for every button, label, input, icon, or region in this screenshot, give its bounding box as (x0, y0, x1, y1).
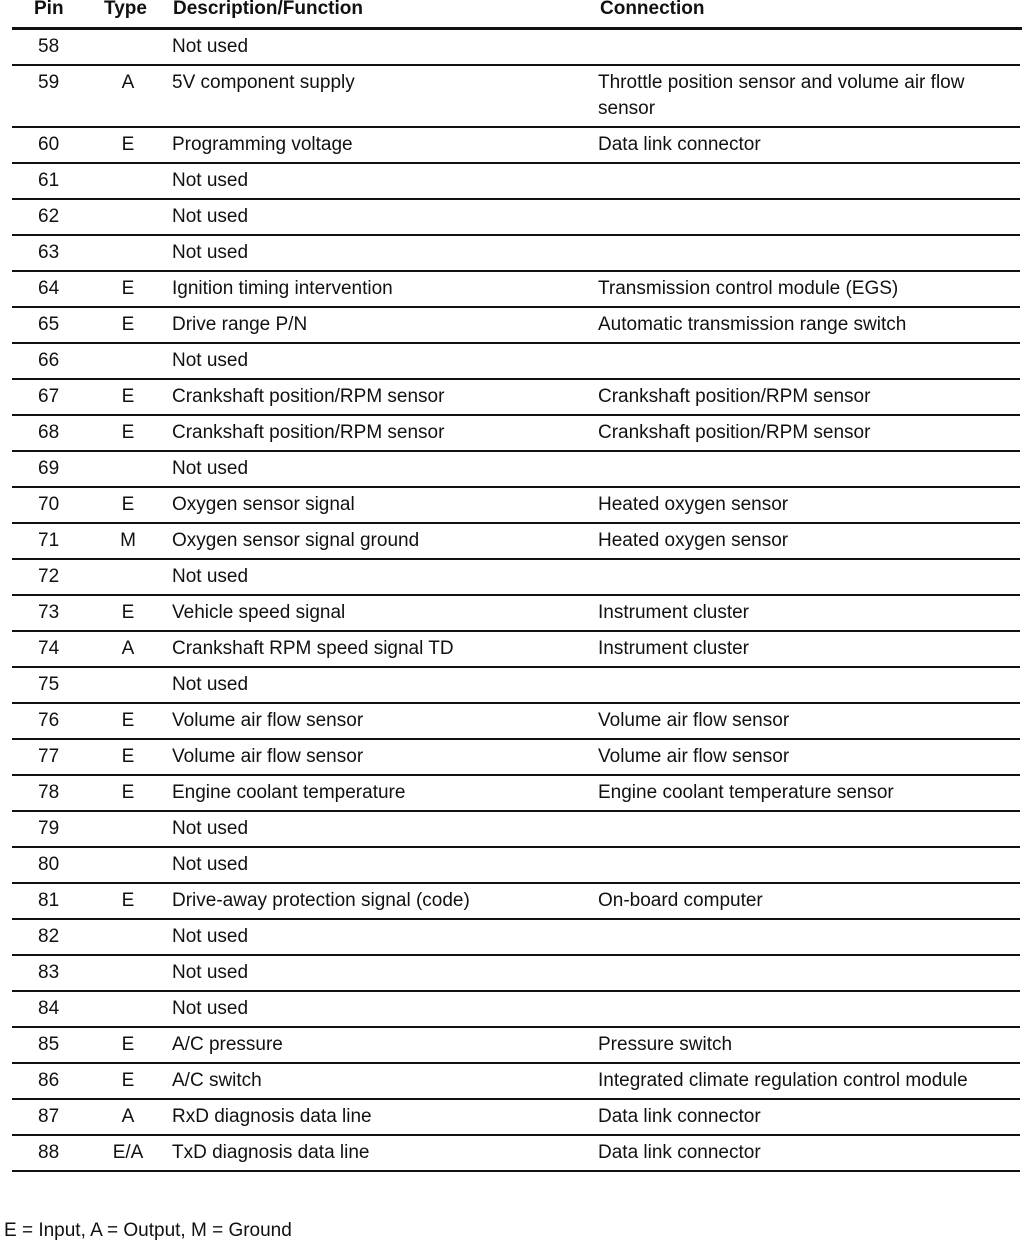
connection-cell: Instrument cluster (598, 602, 749, 623)
description-cell: Not used (172, 170, 249, 191)
table-row (12, 128, 1020, 164)
pin-cell: 59 (38, 72, 60, 93)
pin-cell: 65 (38, 314, 60, 335)
type-cell: E (121, 422, 135, 443)
table-row (12, 452, 1020, 488)
description-cell: Crankshaft position/RPM sensor (172, 422, 445, 443)
header-type: Type (104, 0, 147, 19)
description-cell: 5V component supply (172, 72, 355, 93)
table-row (12, 1028, 1020, 1064)
description-cell: Engine coolant temperature (172, 782, 406, 803)
table-row (12, 524, 1020, 560)
table-row (12, 920, 1020, 956)
table-row (12, 30, 1020, 66)
description-cell: Not used (172, 818, 249, 839)
type-legend: E = Input, A = Output, M = Ground (4, 1220, 292, 1241)
table-row (12, 1136, 1020, 1172)
pin-cell: 77 (38, 746, 60, 767)
table-row (12, 308, 1020, 344)
type-cell: E (121, 134, 135, 155)
description-cell: Oxygen sensor signal ground (172, 530, 420, 551)
connection-cell: Heated oxygen sensor (598, 530, 789, 551)
pin-cell: 63 (38, 242, 60, 263)
connection-cell: Throttle position sensor and volume air flow sensor (598, 72, 965, 119)
pin-cell: 86 (38, 1070, 60, 1091)
description-cell: Programming voltage (172, 134, 353, 155)
connection-cell: Heated oxygen sensor (598, 494, 789, 515)
type-cell: E (121, 890, 135, 911)
description-cell: RxD diagnosis data line (172, 1106, 372, 1127)
connection-cell: Crankshaft position/RPM sensor (598, 386, 871, 407)
description-cell: Not used (172, 854, 249, 875)
type-cell: E/A (112, 1142, 144, 1163)
type-cell: E (121, 314, 135, 335)
description-cell: A/C switch (172, 1070, 262, 1091)
connection-cell: Instrument cluster (598, 638, 749, 659)
pin-cell: 60 (38, 134, 60, 155)
pin-cell: 81 (38, 890, 60, 911)
pin-cell: 62 (38, 206, 60, 227)
connection-cell: Data link connector (598, 1142, 761, 1163)
description-cell: Not used (172, 36, 249, 57)
description-cell: Not used (172, 674, 249, 695)
description-cell: Not used (172, 998, 249, 1019)
pin-cell: 69 (38, 458, 60, 479)
table-row (12, 344, 1020, 380)
pin-cell: 88 (38, 1142, 60, 1163)
pin-cell: 67 (38, 386, 60, 407)
table-row (12, 272, 1020, 308)
pin-cell: 78 (38, 782, 60, 803)
table-row (12, 848, 1020, 884)
type-cell: A (121, 1106, 135, 1127)
table-row (12, 632, 1020, 668)
table-row (12, 1064, 1020, 1100)
table-row (12, 596, 1020, 632)
type-cell: E (121, 746, 135, 767)
description-cell: Crankshaft position/RPM sensor (172, 386, 445, 407)
table-row (12, 236, 1020, 272)
description-cell: Volume air flow sensor (172, 710, 364, 731)
table-row (12, 704, 1020, 740)
type-cell: M (120, 530, 136, 551)
table-header (0, 0, 1024, 28)
table-row (12, 560, 1020, 596)
table-row (12, 380, 1020, 416)
connection-cell: Transmission control module (EGS) (598, 278, 899, 299)
connection-cell: Crankshaft position/RPM sensor (598, 422, 871, 443)
type-cell: A (121, 72, 135, 93)
connection-cell: Automatic transmission range switch (598, 314, 907, 335)
pin-cell: 72 (38, 566, 60, 587)
description-cell: Crankshaft RPM speed signal TD (172, 638, 454, 659)
table-row (12, 488, 1020, 524)
pin-table (0, 30, 1024, 1172)
pin-cell: 66 (38, 350, 60, 371)
type-cell: A (121, 638, 135, 659)
pin-cell: 80 (38, 854, 60, 875)
pin-cell: 70 (38, 494, 60, 515)
description-cell: Volume air flow sensor (172, 746, 364, 767)
description-cell: Not used (172, 458, 249, 479)
type-cell: E (121, 1070, 135, 1091)
pin-cell: 76 (38, 710, 60, 731)
type-cell: E (121, 782, 135, 803)
pin-cell: 58 (38, 36, 60, 57)
connection-cell: Pressure switch (598, 1034, 733, 1055)
connection-cell: Integrated climate regulation control module (598, 1070, 968, 1091)
type-cell: E (121, 278, 135, 299)
pin-cell: 73 (38, 602, 60, 623)
description-cell: Not used (172, 926, 249, 947)
description-cell: Not used (172, 350, 249, 371)
pin-cell: 61 (38, 170, 60, 191)
description-cell: Vehicle speed signal (172, 602, 346, 623)
table-row (12, 668, 1020, 704)
type-cell: E (121, 710, 135, 731)
description-cell: TxD diagnosis data line (172, 1142, 370, 1163)
pin-cell: 84 (38, 998, 60, 1019)
type-cell: E (121, 386, 135, 407)
connection-cell: Data link connector (598, 134, 761, 155)
table-row (12, 740, 1020, 776)
pin-cell: 85 (38, 1034, 60, 1055)
pin-cell: 87 (38, 1106, 60, 1127)
connection-cell: Data link connector (598, 1106, 761, 1127)
table-row (12, 956, 1020, 992)
description-cell: Drive range P/N (172, 314, 308, 335)
header-description: Description/Function (173, 0, 363, 19)
connection-cell: Volume air flow sensor (598, 746, 790, 767)
description-cell: Ignition timing intervention (172, 278, 393, 299)
description-cell: Not used (172, 242, 249, 263)
table-row (12, 992, 1020, 1028)
table-row (12, 776, 1020, 812)
connection-cell: Volume air flow sensor (598, 710, 790, 731)
pin-cell: 71 (38, 530, 60, 551)
pin-cell: 75 (38, 674, 60, 695)
header-pin: Pin (34, 0, 64, 19)
description-cell: Oxygen sensor signal (172, 494, 355, 515)
pin-cell: 82 (38, 926, 60, 947)
table-row (12, 416, 1020, 452)
connection-cell: On-board computer (598, 890, 763, 911)
pin-cell: 74 (38, 638, 60, 659)
table-row (12, 164, 1020, 200)
description-cell: A/C pressure (172, 1034, 283, 1055)
table-row (12, 812, 1020, 848)
type-cell: E (121, 494, 135, 515)
type-cell: E (121, 1034, 135, 1055)
description-cell: Not used (172, 206, 249, 227)
pin-cell: 79 (38, 818, 60, 839)
header-connection: Connection (600, 0, 705, 19)
table-row (12, 884, 1020, 920)
table-row (12, 66, 1020, 128)
pin-cell: 68 (38, 422, 60, 443)
type-cell: E (121, 602, 135, 623)
description-cell: Not used (172, 566, 249, 587)
connection-cell: Engine coolant temperature sensor (598, 782, 894, 803)
pin-cell: 64 (38, 278, 60, 299)
table-row (12, 1100, 1020, 1136)
description-cell: Drive-away protection signal (code) (172, 890, 470, 911)
pin-cell: 83 (38, 962, 60, 983)
table-row (12, 200, 1020, 236)
description-cell: Not used (172, 962, 249, 983)
